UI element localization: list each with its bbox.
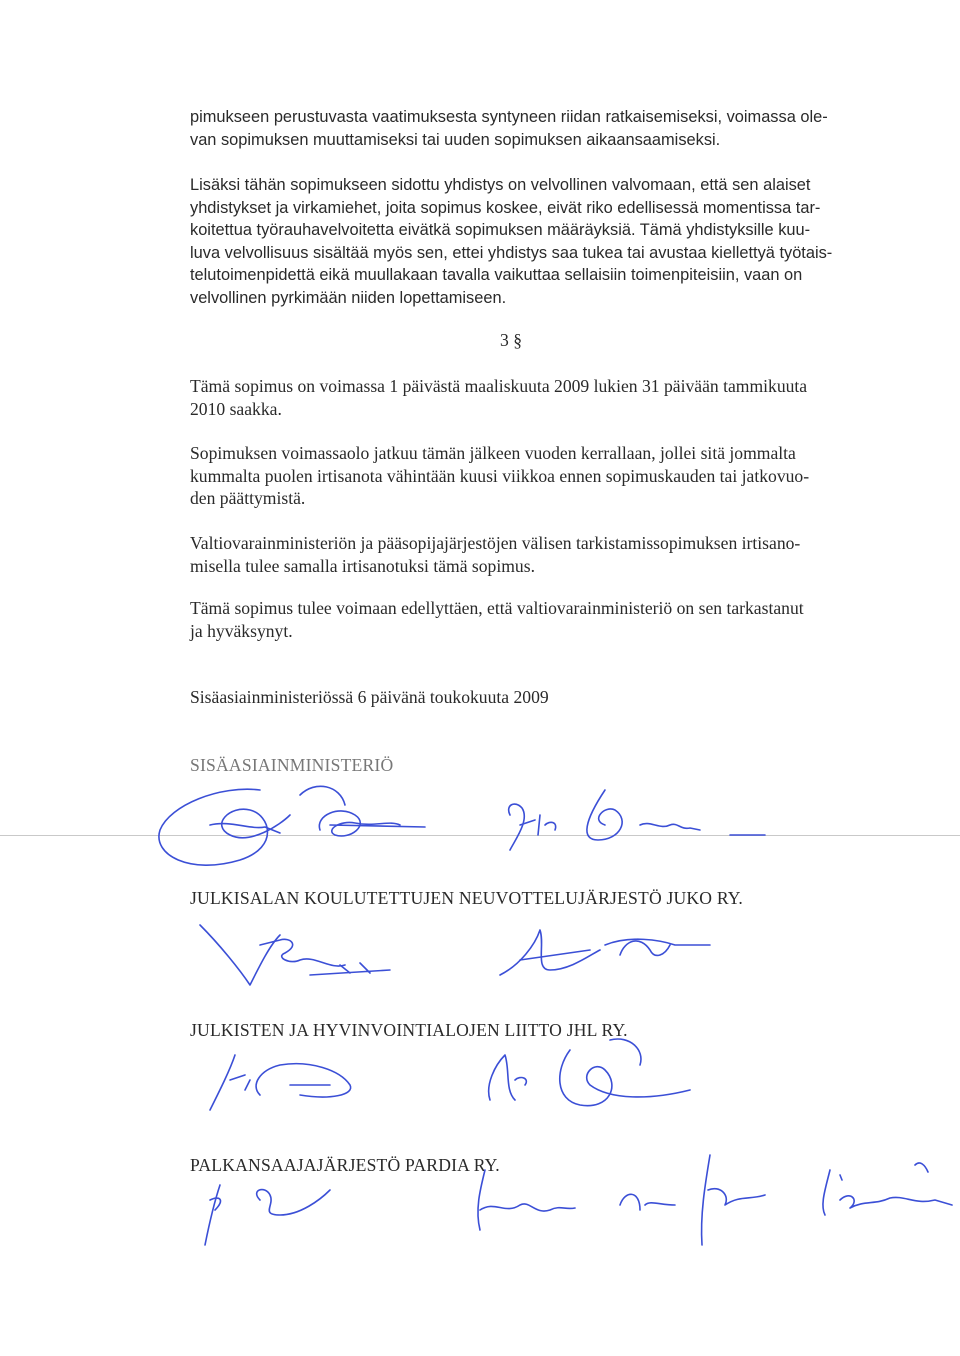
signature-1b [480,780,780,860]
text-line: den päättymistä. [190,488,306,508]
signature-4a [190,1160,370,1250]
signatory-org-3: JULKISTEN JA HYVINVOINTIALOJEN LIITTO JHL RY. [190,1020,628,1040]
paragraph-4 [190,442,880,510]
text-line: pimukseen perustuvasta vaatimuksesta syntyneen riidan ratkaisemiseksi, voimassa ole- [190,108,828,126]
text-line: luva velvollisuus sisältää myös sen, ettei yhdistys saa tukea tai avustaa kiellettyä työtais- [190,243,833,262]
section-heading: 3 § [500,330,522,350]
text-line: telutoimenpidettä eikä muullakaan tavalla vaikuttaa sellaisiin toimenpiteisiin, vaan on [190,266,803,284]
text-line: Sopimuksen voimassaolo jatkuu tämän jälkeen vuoden kerrallaan, jollei sitä jommalta [190,443,796,463]
text-line: misella tulee samalla irtisanotuksi tämä sopimus. [190,555,535,576]
signature-2a [190,915,420,995]
signature-3b [460,1030,720,1120]
text-line: Tämä sopimus on voimassa 1 päivästä maaliskuuta 2009 lukien 31 päivään tammikuuta [190,376,808,396]
text-line: Tämä sopimus tulee voimaan edellyttäen, että valtiovarainministeriö on sen tarkastanut [190,598,804,618]
text-line: Valtiovarainministeriön ja pääsopijajärjestöjen välisen tarkistamissopimuksen irtisano- [190,533,801,553]
signature-4c [690,1150,960,1250]
text-line: koitettua työrauhavelvoitetta eivätkä sopimuksen määräyksiä. Tämä yhdistyksille kuu- [190,221,811,239]
paragraph-5 [190,532,880,577]
text-line: kummalta puolen irtisanota vähintään kuusi viikkoa ennen sopimuskauden tai jatkovuo- [190,465,810,486]
paragraph-3 [190,375,880,420]
paragraph-1 [190,106,880,151]
date-line: Sisäasiainministeriössä 6 päivänä toukokuuta 2009 [190,687,549,707]
text-line: yhdistykset ja virkamiehet, joita sopimus koskee, eivät riko edellisessä momentissa tar- [190,198,821,217]
signatory-org-2: JULKISALAN KOULUTETTUJEN NEUVOTTELUJÄRJESTÖ JUKO RY. [190,888,744,908]
signature-1a [140,775,440,885]
text-line: van sopimuksen muuttamiseksi tai uuden sopimuksen aikaansaamiseksi. [190,130,721,149]
text-line: Lisäksi tähän sopimukseen sidottu yhdistys on velvollinen valvomaan, että sen alaiset [190,176,811,194]
text-line: velvollinen pyrkimään niiden lopettamiseen. [190,288,507,307]
signatory-org-1: SISÄASIAINMINISTERIÖ [190,755,394,775]
paragraph-6 [190,597,880,642]
text-line: ja hyväksynyt. [190,620,293,641]
signature-3a [190,1040,410,1120]
paragraph-2 [190,174,880,309]
text-line: 2010 saakka. [190,398,282,419]
signature-2b [480,915,730,995]
signatory-org-4: PALKANSAAJAJÄRJESTÖ PARDIA RY. [190,1155,500,1175]
